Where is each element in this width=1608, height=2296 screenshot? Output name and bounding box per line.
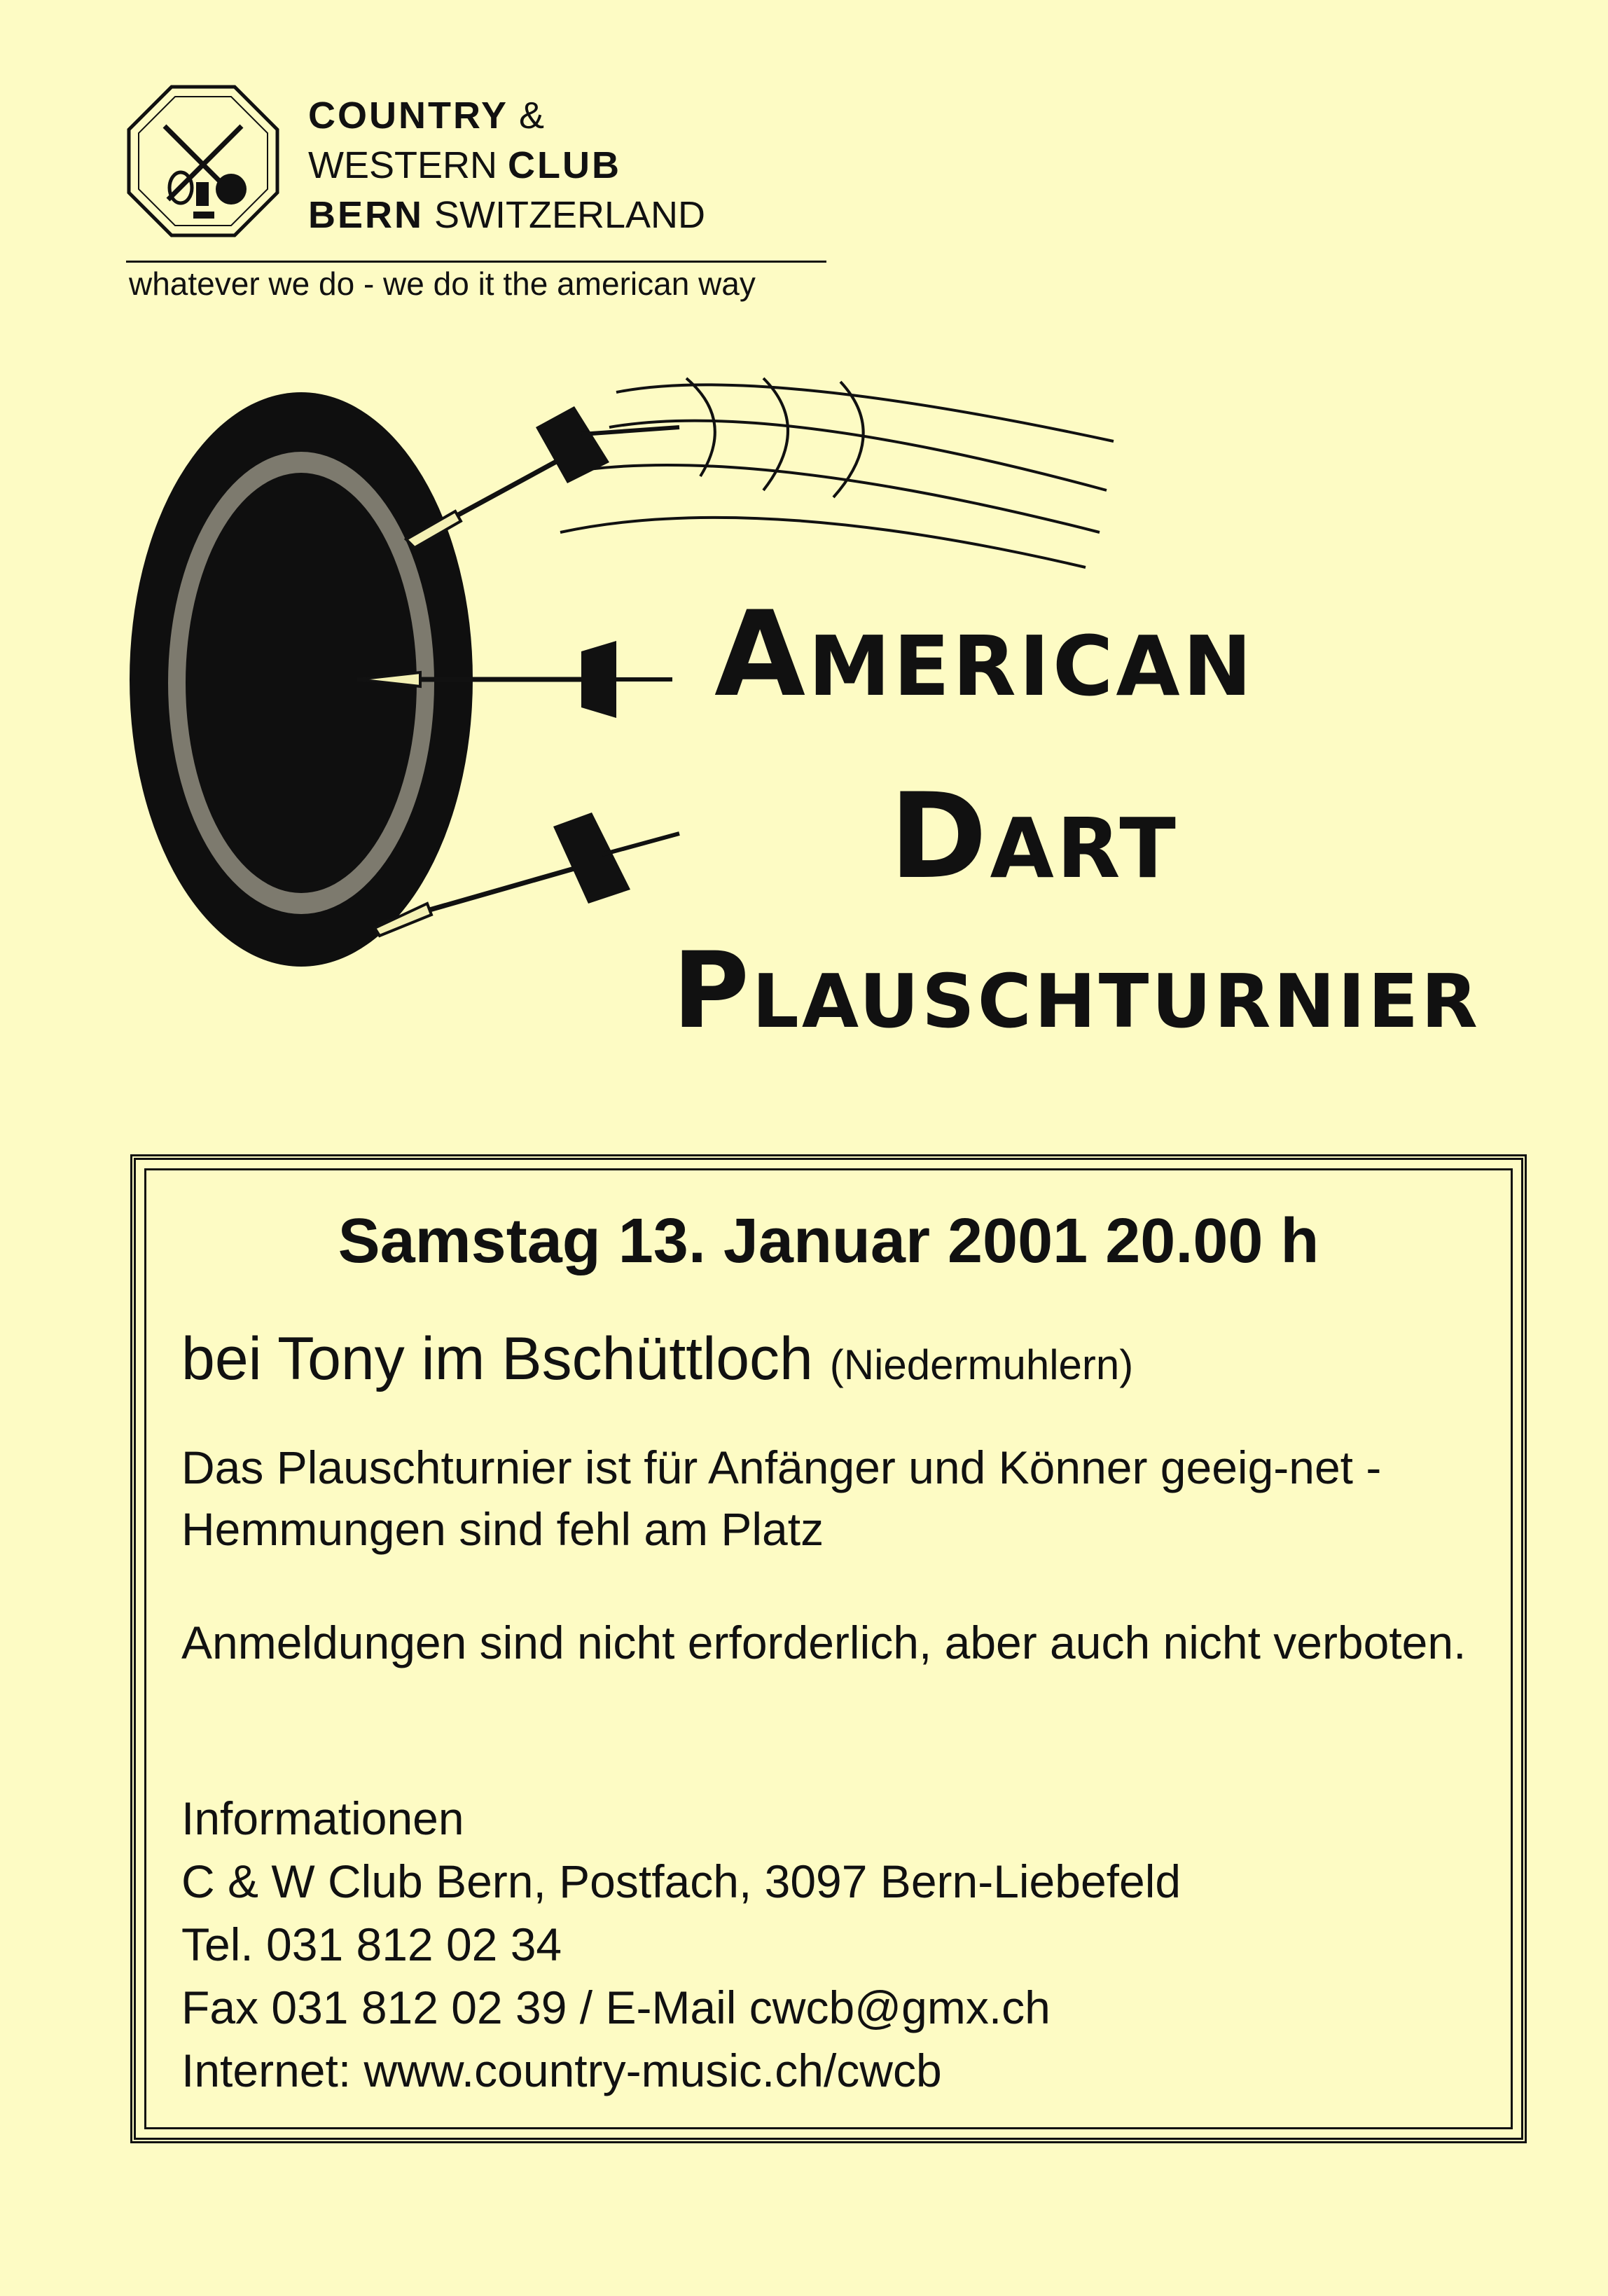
motion-lines [560, 378, 1114, 567]
dart-top-icon [406, 406, 679, 548]
club-name-club: CLUB [508, 144, 621, 186]
club-name-country: COUNTRY [308, 95, 508, 137]
club-name-switzerland: SWITZERLAND [424, 194, 706, 236]
registration-note: Anmeldungen sind nicht erforderlich, aber auch nicht verboten. [181, 1617, 1467, 1668]
contact-heading: Informationen [181, 1792, 464, 1844]
club-name-western: WESTERN [308, 144, 508, 186]
venue-place: (Niedermuhlern) [829, 1341, 1134, 1388]
club-tagline: whatever we do - we do it the american way [129, 265, 756, 302]
club-name-bern: BERN [308, 194, 424, 236]
title-line-dart: Dart [889, 768, 1179, 905]
contact-website: Internet: www.country-music.ch/cwcb [181, 2045, 942, 2096]
club-header [126, 84, 826, 308]
contact-fax-email: Fax 031 812 02 39 / E-Mail cwcb@gmx.ch [181, 1982, 1051, 2033]
title-line-american: American [714, 586, 1255, 723]
event-description: Das Plauschturnier ist für Anfänger und Könner geeig-net - Hemmungen sind fehl am Platz [181, 1441, 1382, 1555]
venue-name: bei Tony im Bschüttloch [181, 1325, 813, 1392]
event-info-inner [144, 1168, 1513, 2129]
title-line-plauschturnier: Plauschturnier [672, 930, 1481, 1052]
contact-phone: Tel. 031 812 02 34 [181, 1918, 562, 1970]
event-venue [181, 1325, 1133, 1394]
club-name [308, 91, 705, 240]
club-seal-logo [126, 84, 280, 238]
header-divider [126, 261, 826, 263]
club-name-ampersand: & [508, 95, 545, 137]
contact-info [181, 1787, 1181, 2102]
event-info-box [130, 1154, 1527, 2143]
contact-address: C & W Club Bern, Postfach, 3097 Bern-Liebefeld [181, 1855, 1181, 1907]
event-date: Samstag 13. Januar 2001 20.00 h [338, 1206, 1319, 1276]
